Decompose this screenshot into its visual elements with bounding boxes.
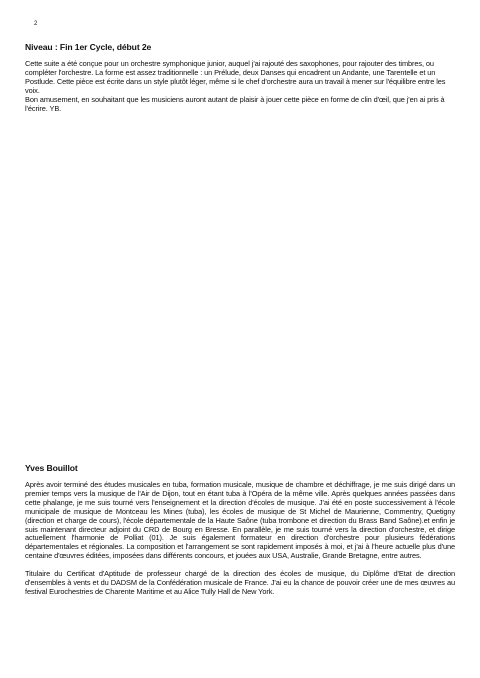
credentials-paragraph: Titulaire du Certificat d'Aptitude de professeur chargé de la direction des écoles de musique, du Diplôme d'Etat de direction d'ensembles à vents et du DADSM de la Confédération musicale de France. J'ai eu la chance de pouvoir créer une de mes œuvres au festival Eurochestries de Charente Maritime et au Alice Tully Hall de New York.	[25, 569, 455, 596]
niveau-closing-paragraph: Bon amusement, en souhaitant que les musiciens auront autant de plaisir à jouer cette pièce en forme de clin d'œil, que j'en ai pris à l'écrire. YB.	[25, 94, 445, 113]
niveau-heading: Niveau : Fin 1er Cycle, début 2e	[25, 42, 152, 52]
niveau-paragraph: Cette suite a été conçue pour un orchestre symphonique junior, auquel j'ai rajouté des saxophones, pour rajouter des timbres, ou compléter l'orchestre. La forme est assez traditionnelle : un Prélude, deux Danses qui encadrent un Andante, une Tarentelle et un Postlude. Cette pièce est écrite dans un style plutôt léger, même si le chef d'orchestre aura un travail à mener sur l'équilibre entre les voix.	[25, 59, 446, 95]
page-number: 2	[34, 21, 38, 27]
author-biography	[25, 481, 455, 597]
niveau-description	[25, 60, 455, 113]
author-heading: Yves Bouillot	[25, 463, 78, 473]
biography-paragraph: Après avoir terminé des études musicales en tuba, formation musicale, musique de chambre et déchiffrage, je me suis dirigé dans un premier temps vers la musique de l'Air de Dijon, tout en étant tuba à l'Opéra de la même ville. Après quelques années passées dans cette phalange, je me suis tourné vers l'enseignement et la direction d'écoles de musique. J'ai été en poste successivement à l'école municipale de musique de Montceau les Mines (tuba), les écoles de musique de St Michel de Maurienne, Commentry, Quetigny (direction et charge de cours), l'école départementale de la Haute Saône (tuba trombone et direction du Brass Band Saône).et enfin je suis maintenant directeur adjoint du CRD de Bourg en Bresse. En parallèle, je me suis tourné vers la direction d'orchestre, et dirige actuellement l'harmonie de Polliat (01). Je suis également formateur en direction d'orchestre pour plusieurs fédérations départementales et régionales. La composition et l'arrangement se sont rapidement imposés à moi, et j'ai à l'heure actuelle plus d'une centaine d'œuvres éditées, imposées dans différents concours, et jouées aux USA, Australie, Grande Bretagne, entre autres.	[25, 480, 455, 561]
